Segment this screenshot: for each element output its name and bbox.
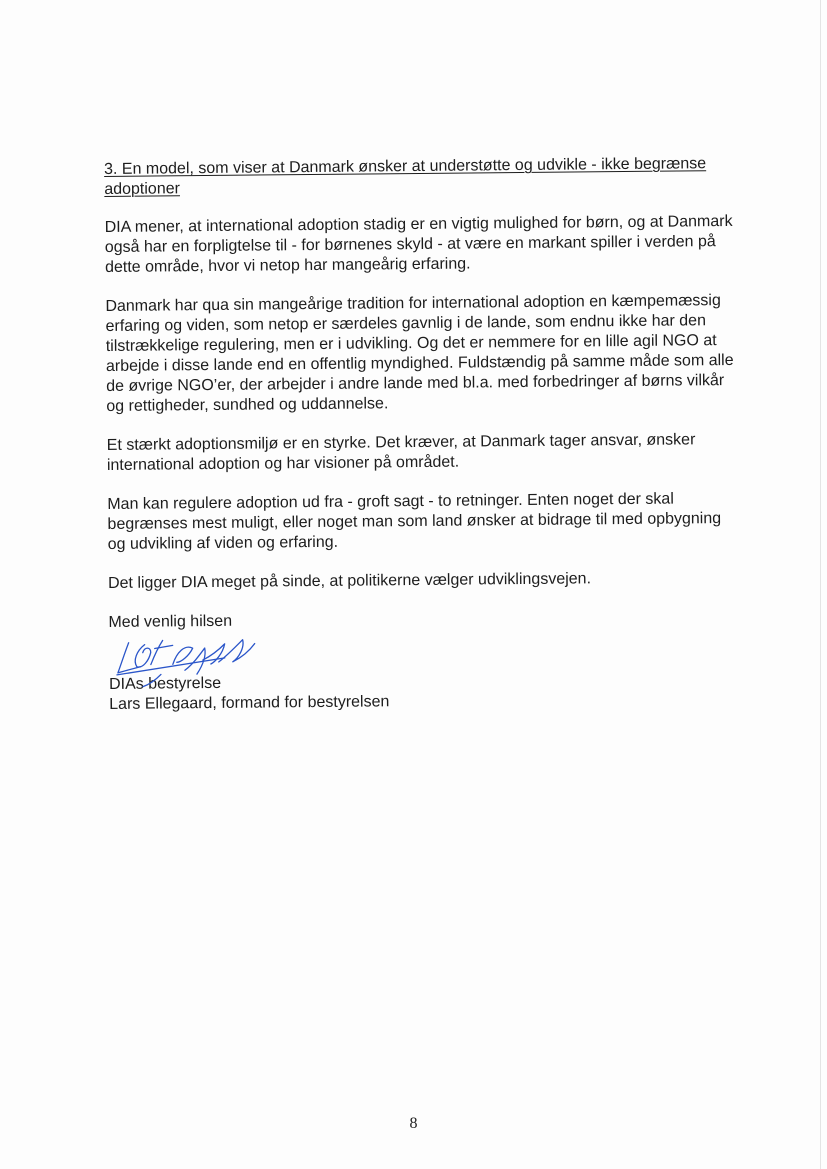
handwritten-signature bbox=[115, 629, 266, 688]
paragraph-1: DIA mener, at international adoption stadig er en vigtig mulighed for børn, og at Danmark også har en forpligtelse til - for børnenes skyld - at være en markant spiller i verden på dette område, hvor vi netop har mangeårig erfaring. bbox=[104, 212, 733, 276]
signatory-organization: DIAs bestyrelse bbox=[108, 674, 222, 693]
paragraph-4: Man kan regulere adoption ud fra - groft sagt - to retninger. Enten noget der skal begrænses mest muligt, eller noget man som land ønsker at bidrage til med opbygning og udvikling af viden og erfaring. bbox=[107, 490, 722, 553]
signatory-name: Lars Ellegaard, formand for bestyrelsen bbox=[109, 693, 390, 713]
paragraph-2: Danmark har qua sin mangeårige tradition for international adoption en kæmpemæssig erfaring og viden, som netop er særdeles gavnlig i de lande, som endnu ikke har den tilstrækkelige regulering, men er i udvikling. Og det er nemmere for en lille agil NGO at arbejde i disse lande end en offentlig myndighed. Fuldstændig på samme måde som alle de øvrige NGO’er, der arbejder i andre lande med bl.a. med forbedringer af børns vilkår og rettigheder, sundhed og uddannelse. bbox=[105, 292, 734, 415]
signature-area bbox=[109, 627, 739, 675]
letter-body bbox=[104, 154, 739, 715]
signature-block bbox=[109, 627, 740, 715]
paragraph-3: Et stærkt adoptionsmiljø er en styrke. Det kræver, at Danmark tager ansvar, ønsker international adoption og har visioner på området. bbox=[106, 431, 696, 474]
paragraph-5: Det ligger DIA meget på sinde, at politikerne vælger udviklingsvejen. bbox=[107, 570, 592, 592]
closing-salutation: Med venlig hilsen bbox=[108, 612, 233, 631]
section-heading: 3. En model, som viser at Danmark ønsker at understøtte og udvikle - ikke begrænse adoptioner bbox=[104, 155, 707, 198]
page-number: 8 bbox=[409, 1115, 418, 1132]
scan-edge-line bbox=[820, 0, 821, 1169]
